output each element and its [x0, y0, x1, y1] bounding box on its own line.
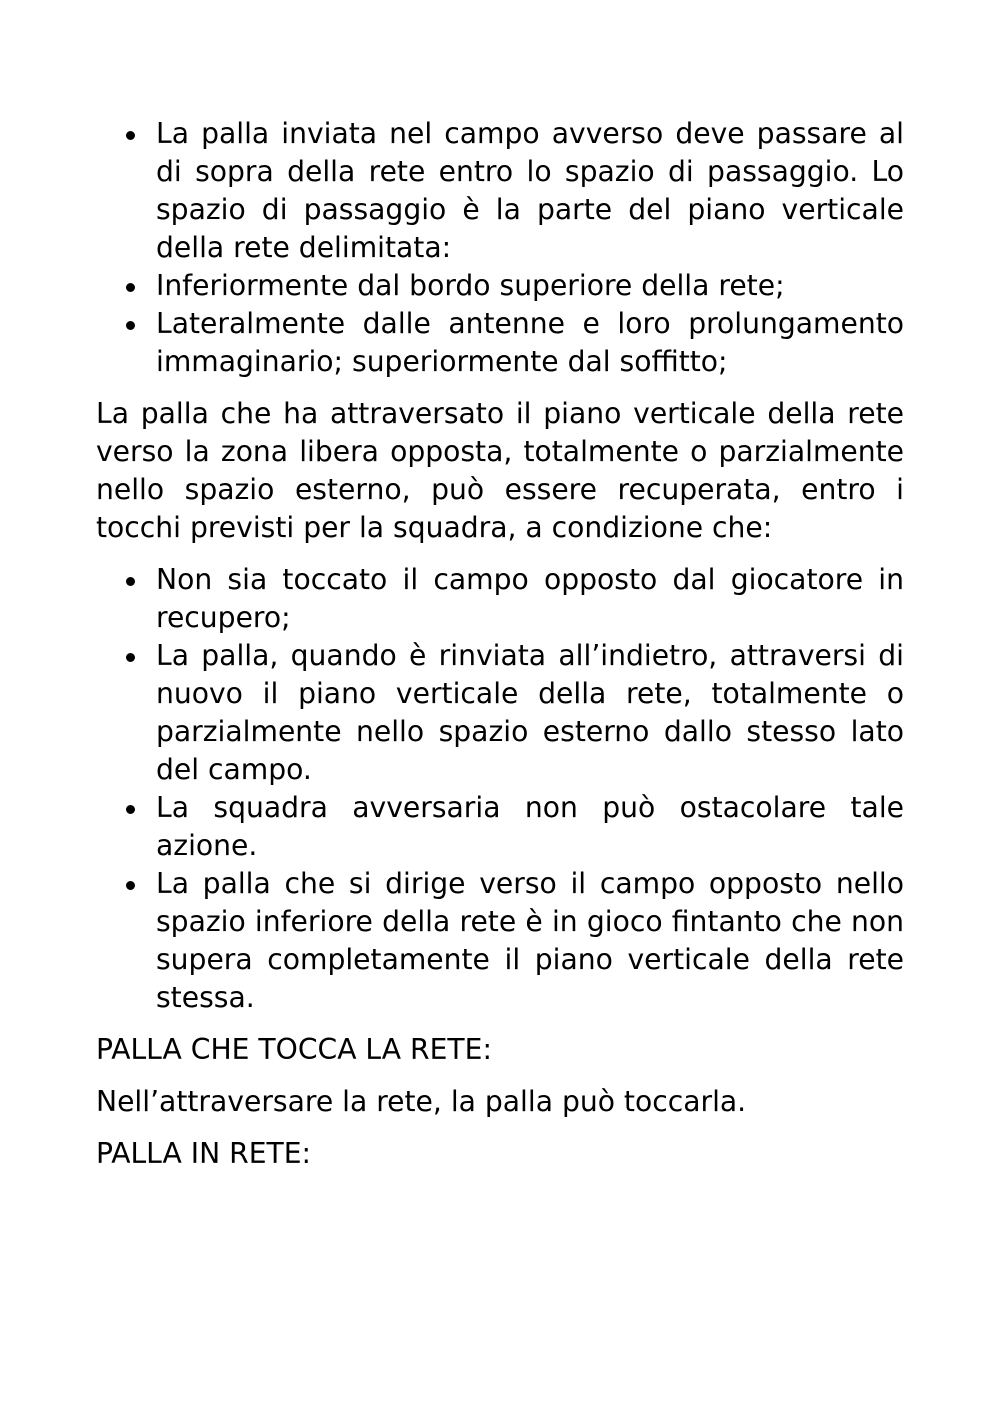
list-item: La palla inviata nel campo avverso deve passare al di sopra della rete entro lo spazio di passaggio. Lo spazio di passaggio è la parte del piano verticale della rete delimitata: [96, 115, 904, 267]
list-item: Inferiormente dal bordo superiore della rete; [96, 267, 904, 305]
ball-touches-net-paragraph: Nell’attraversare la rete, la palla può toccarla. [96, 1085, 747, 1118]
list-item: Non sia toccato il campo opposto dal giocatore in recupero; [96, 561, 904, 637]
list-item: Lateralmente dalle antenne e loro prolungamento immaginario; superiormente dal soffitto; [96, 305, 904, 381]
section-heading-ball-touches-net: PALLA CHE TOCCA LA RETE: [96, 1033, 492, 1066]
list-item: La palla che si dirige verso il campo opposto nello spazio inferiore della rete è in gioco fintanto che non supera completamente il piano verticale della rete stessa. [96, 865, 904, 1017]
list-item: La palla, quando è rinviata all’indietro, attraversi di nuovo il piano verticale della rete, totalmente o parzialmente nello spazio esterno dallo stesso lato del campo. [96, 637, 904, 789]
passage-rules-list [96, 115, 904, 381]
document-page [96, 115, 904, 1173]
section-heading-ball-in-net: PALLA IN RETE: [96, 1137, 312, 1170]
recovery-paragraph: La palla che ha attraversato il piano verticale della rete verso la zona libera opposta, totalmente o parzialmente nello spazio esterno, può essere recuperata, entro i tocchi previsti per la squadra, a condizione che: [96, 397, 904, 544]
recovery-conditions-list [96, 561, 904, 1017]
list-item: La squadra avversaria non può ostacolare tale azione. [96, 789, 904, 865]
